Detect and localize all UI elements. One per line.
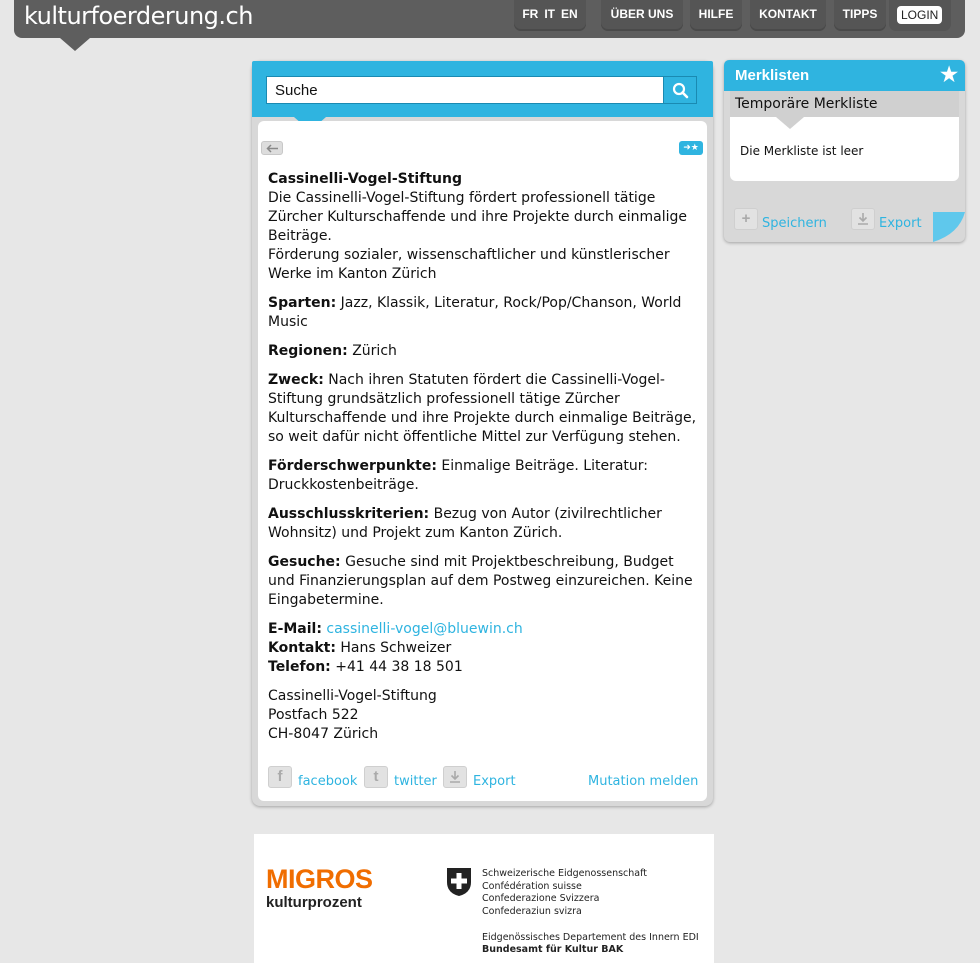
sparten-label: Sparten: — [268, 295, 337, 311]
lang-en[interactable]: EN — [561, 7, 578, 21]
regionen-label: Regionen: — [268, 343, 348, 359]
detail-zweck — [268, 371, 698, 447]
detail-address — [268, 687, 698, 744]
star-icon[interactable]: ★ — [940, 64, 958, 86]
temp-merkliste-tab[interactable]: Temporäre Merkliste — [730, 91, 959, 117]
detail-gesuche — [268, 553, 698, 610]
speichern-link[interactable]: Speichern — [762, 216, 827, 231]
zweck-value: Nach ihren Statuten fördert die Cassinelli-Vogel-Stiftung grundsätzlich professionell tätige Zürcher Kulturschaffende und ihre Projekte durch einmalige Beiträge, so weit dafür nicht öffentliche Mittel zur Verfügung stehen. — [268, 372, 697, 445]
facebook-icon[interactable]: f — [268, 766, 292, 788]
search-button[interactable] — [664, 76, 697, 104]
email-link[interactable]: cassinelli-vogel@bluewin.ch — [326, 621, 523, 637]
merklisten-title: Merklisten — [735, 67, 810, 84]
kontakt-label: Kontakt: — [268, 640, 336, 656]
merkliste-empty-text: Die Merkliste ist leer — [740, 144, 864, 158]
nav-hilfe[interactable]: HILFE — [690, 0, 742, 31]
logo-pointer — [60, 38, 90, 51]
language-switcher — [514, 0, 586, 31]
telefon-label: Telefon: — [268, 659, 331, 675]
regionen-value: Zürich — [352, 343, 397, 359]
detail-ausschlusskriterien — [268, 505, 698, 543]
detail-contact — [268, 620, 698, 677]
lang-it[interactable]: IT — [544, 7, 555, 21]
address-line: Cassinelli-Vogel-Stiftung — [268, 688, 437, 704]
sparten-value: Jazz, Klassik, Literatur, Rock/Pop/Chanson, World Music — [268, 295, 682, 330]
merk-sub-pointer — [776, 117, 804, 129]
kontakt-value: Hans Schweizer — [340, 640, 452, 656]
mutation-melden-link[interactable]: Mutation melden — [588, 774, 699, 789]
export-link[interactable]: Export — [473, 774, 516, 789]
schwer-label: Förderschwerpunkte: — [268, 458, 437, 474]
detail-title: Cassinelli-Vogel-Stiftung — [268, 171, 462, 187]
swiss-coat-of-arms-icon — [446, 867, 472, 897]
nav-ueber-uns[interactable]: ÜBER UNS — [601, 0, 683, 31]
login-button[interactable]: LOGIN — [897, 6, 942, 24]
site-logo[interactable]: kulturfoerderung.ch — [24, 2, 253, 30]
gesuche-label: Gesuche: — [268, 554, 341, 570]
detail-intro-text: Die Cassinelli-Vogel-Stiftung fördert professionell tätige Zürcher Kulturschaffende und ihre Projekte durch einmalige Beiträge. — [268, 190, 688, 244]
telefon-value: +41 44 38 18 501 — [335, 659, 463, 675]
merkliste-export-link[interactable]: Export — [879, 216, 922, 231]
lang-fr[interactable]: FR — [522, 7, 539, 21]
zweck-label: Zweck: — [268, 372, 324, 388]
detail-regionen — [268, 342, 698, 361]
detail-intro-text-2: Förderung sozialer, wissenschaftlicher und künstlerischer Werke im Kanton Zürich — [268, 247, 670, 282]
merklisten-panel — [724, 60, 965, 242]
detail-foerderschwerpunkte — [268, 457, 698, 495]
address-line: CH-8047 Zürich — [268, 726, 379, 742]
aus-value: Bezug von Autor (zivilrechtlicher Wohnsitz) und Projekt zum Kanton Zürich. — [268, 506, 662, 541]
detail-card — [252, 61, 713, 806]
plus-icon[interactable]: + — [734, 208, 758, 230]
detail-sparten — [268, 294, 698, 332]
merklisten-header — [724, 60, 965, 91]
edi-text: Eidgenössisches Departement des Innern EDI Bundesamt für Kultur BAK — [482, 932, 699, 955]
export-icon[interactable] — [443, 766, 467, 788]
detail-intro — [268, 170, 698, 284]
facebook-link[interactable]: facebook — [298, 774, 358, 789]
email-label: E-Mail: — [268, 621, 322, 637]
schwer-value: Einmalige Beiträge. Literatur: Druckkostenbeiträge. — [268, 458, 648, 493]
merklisten-body — [730, 91, 959, 181]
export-icon[interactable] — [851, 208, 875, 230]
twitter-link[interactable]: twitter — [394, 774, 437, 789]
address-line: Postfach 522 — [268, 707, 359, 723]
nav-tipps[interactable]: TIPPS — [834, 0, 886, 31]
kulturprozent-logo: kulturprozent — [266, 894, 362, 911]
migros-logo[interactable]: MIGROS — [266, 864, 373, 894]
page-fold-icon — [933, 212, 965, 242]
gesuche-value: Gesuche sind mit Projektbeschreibung, Budget und Finanzierungsplan auf dem Postweg einzureichen. Keine Eingabetermine. — [268, 554, 693, 608]
aus-label: Ausschlusskriterien: — [268, 506, 430, 522]
nav-kontakt[interactable]: KONTAKT — [750, 0, 826, 31]
search-input[interactable] — [266, 76, 664, 104]
search-band — [252, 61, 713, 117]
sponsor-banner — [254, 834, 714, 963]
swiss-confederation-text: Schweizerische Eidgenossenschaft Confédération suisse Confederazione Svizzera Confederaziun svizra — [482, 868, 648, 917]
add-to-list-icon[interactable]: ➜★ — [679, 141, 703, 155]
twitter-icon[interactable]: t — [364, 766, 388, 788]
back-arrow-icon[interactable] — [261, 141, 283, 155]
